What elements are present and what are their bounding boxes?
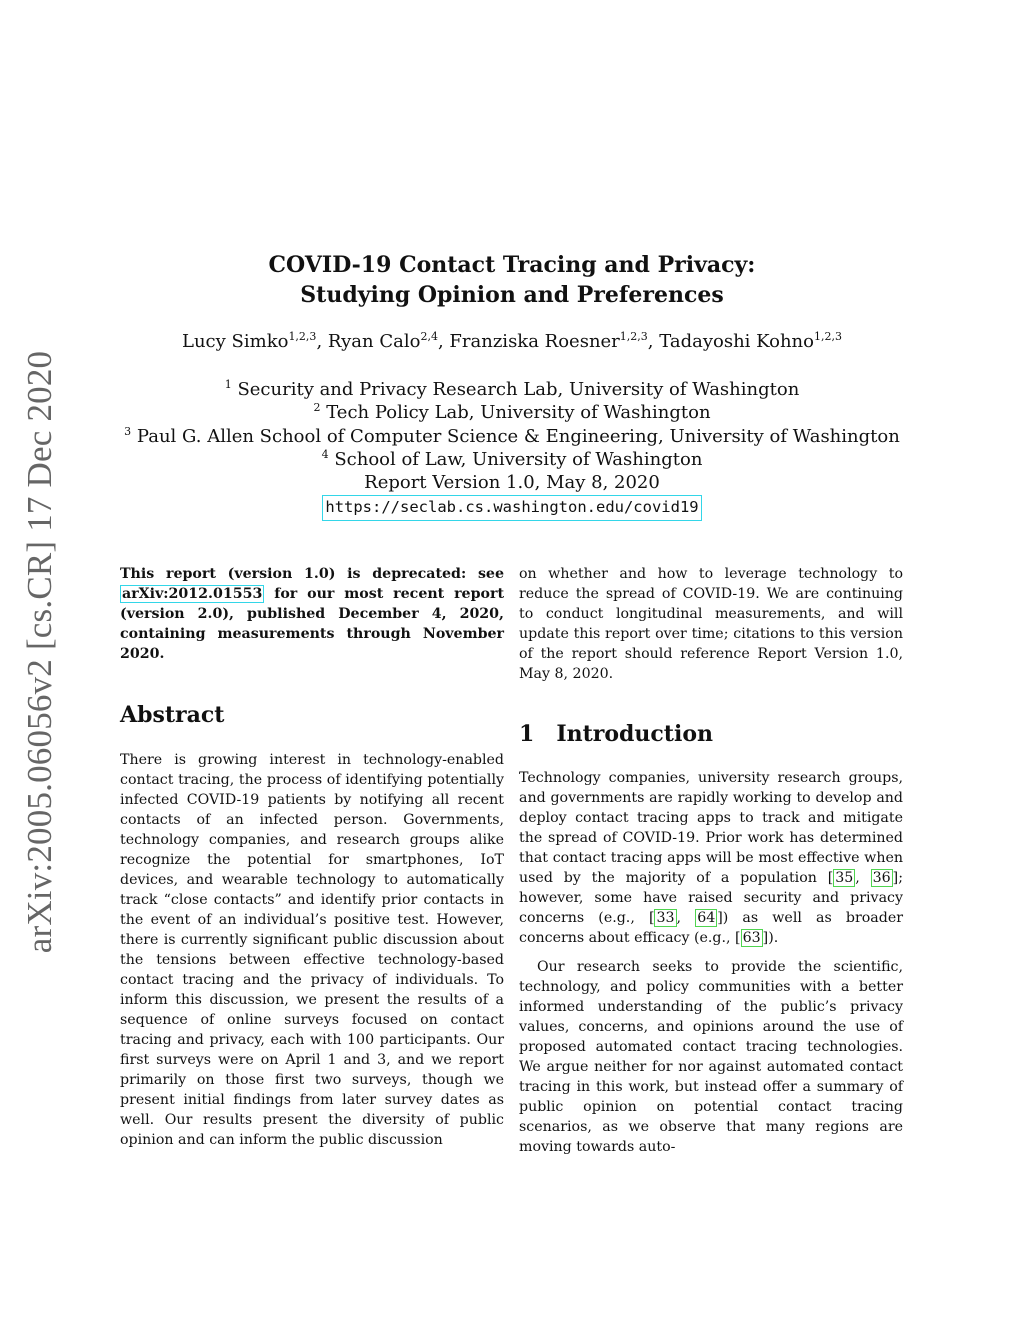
project-url-link[interactable]: https://seclab.cs.washington.edu/covid19	[322, 495, 701, 520]
affiliation-line: $^2$ Tech Policy Lab, University of Washington	[313, 401, 711, 424]
abstract-text: There is growing interest in technology-enabled contact tracing, the process of identifying potentially infected COVID-19 patients by notifying all recent contacts of an infected person. Governments, technology companies, and research groups alike recognize the potential for smartphones, IoT devices, and wearable technology to automatically track “close contacts” and identify prior contacts in the event of an individual’s positive test. However, there is currently significant public discussion about the tensions between effective technology-based contact tracing and the privacy of individuals. To inform this discussion, we present the results of a sequence of online surveys focused on contact tracing and privacy, each with 100 participants. Our first surveys were on April 1 and 3, and we report primarily on those first two surveys, though we present initial findings from later survey dates as well. Our results present the diversity of public opinion and can inform the public discussion	[120, 752, 504, 1148]
affiliation-list	[0, 378, 1024, 521]
affiliation-line: $^1$ Security and Privacy Research Lab, University of Washington	[224, 378, 800, 400]
arxiv-id: arXiv:2005.06056v2 [cs.CR] 17 Dec 2020	[20, 350, 59, 954]
citation-link[interactable]: 36	[872, 870, 891, 886]
citation-link[interactable]: 63	[742, 930, 761, 946]
affiliation-line: $^3$ Paul G. Allen School of Computer Science & Engineering, University of Washington	[124, 424, 900, 447]
author-affil-sup: 1,2,3	[288, 330, 317, 343]
author-name: Ryan Calo	[327, 331, 421, 352]
arxiv-link[interactable]: arXiv:2012.01553	[122, 586, 263, 602]
title-line-2: Studying Opinion and Preferences	[300, 282, 724, 308]
abstract-body	[120, 750, 504, 1150]
author-affil-sup: 2,4	[420, 330, 438, 343]
abstract-text-cont: on whether and how to leverage technology to reduce the spread of COVID-19. We are continuing to conduct longitudinal measurements, and will update this report over time; citations to this version of the report should reference Report Version 1.0, May 8, 2020.	[519, 566, 903, 682]
author-name: Lucy Simko	[182, 331, 289, 352]
section-title: Introduction	[556, 721, 713, 747]
intro-paragraph-1: Technology companies, university research groups, and governments are rapidly working to develop and deploy contact tracing apps to track and mitigate the spread of COVID-19. Prior work has determined that contact tracing apps will be most effective when used by the majority of a population [ 35 , 36 ]; however, some have raised security and privacy concerns (e.g., [ 33 , 64 ]) as well as broader concerns about efficacy (e.g., [ 63 ]).	[519, 770, 904, 946]
report-version: Report Version 1.0, May 8, 2020	[364, 472, 660, 494]
author-name: Franziska Roesner	[449, 331, 620, 352]
citation-link[interactable]: 64	[697, 910, 716, 926]
abstract-continuation	[519, 564, 903, 684]
deprecation-notice: This report (version 1.0) is deprecated: see arXiv:2012.01553 for our most recent report (version 2.0), published December 4, 2020, containing measurements through November 2020.	[120, 566, 504, 662]
intro-paragraph-2: Our research seeks to provide the scientific, technology, and policy communities with a better informed understanding of the public’s privacy values, concerns, and opinions around the use of proposed automated contact tracing technologies. We argue neither for nor against automated contact tracing in this work, but instead offer a summary of public opinion on potential contact tracing scenarios, as we observe that many regions are moving towards auto-	[519, 959, 903, 1155]
citation-link[interactable]: 35	[835, 870, 854, 886]
author-name: Tadayoshi Kohno	[659, 331, 814, 352]
title-line-1: COVID-19 Contact Tracing and Privacy:	[268, 252, 756, 278]
affiliation-line: $^4$ School of Law, University of Washington	[321, 447, 703, 470]
section-heading-introduction	[519, 721, 713, 747]
author-list: Lucy Simko$^{1,2,3}$, Ryan Calo$^{2,4}$, Franziska Roesner$^{1,2,3}$, Tadayoshi Kohno$^{1,2,3}$	[182, 330, 842, 352]
citation-link[interactable]: 33	[656, 910, 675, 926]
author-affil-sup: 1,2,3	[619, 330, 648, 343]
paper-title	[0, 250, 1024, 310]
abstract-heading: Abstract	[120, 702, 225, 728]
section-number: 1	[519, 721, 535, 747]
introduction-body	[519, 768, 903, 1157]
author-affil-sup: 1,2,3	[813, 330, 842, 343]
